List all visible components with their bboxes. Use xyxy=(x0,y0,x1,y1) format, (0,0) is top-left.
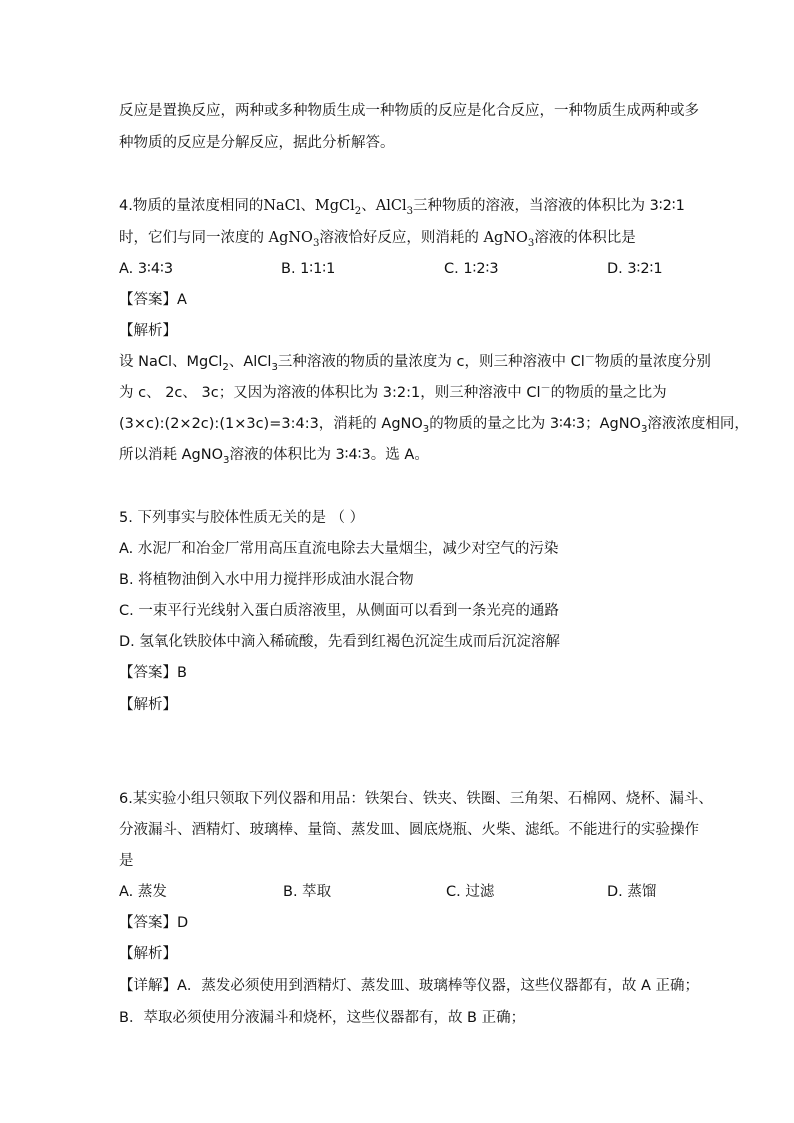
q6-answer: 【答案】D xyxy=(119,915,189,931)
q5-option-d: D. 氢氧化铁胶体中滴入稀硫酸，先看到红褐色沉淀生成而后沉淀溶解 xyxy=(119,634,560,650)
q5-analysis-label: 【解析】 xyxy=(119,697,177,713)
q5-answer: 【答案】B xyxy=(119,665,187,681)
q4-subscript: 2 xyxy=(222,361,229,373)
q4-exp-text: 的物质的量之比为 xyxy=(550,385,667,401)
q4-subscript: 3 xyxy=(271,361,278,373)
q4-subscript: 3 xyxy=(422,423,430,435)
q5-option-b: B. 将植物油倒入水中用力搅拌形成油水混合物 xyxy=(119,572,414,588)
q4-subscript: 3 xyxy=(312,237,320,249)
q5-stem: 5. 下列事实与胶体性质无关的是 （ ） xyxy=(119,510,365,526)
q4-stem-text: 时，它们与同一浓度的 xyxy=(119,230,269,246)
q4-formula-alcl: 、AlCl xyxy=(361,198,407,214)
q4-exp-text: 溶液浓度相同， xyxy=(647,416,749,432)
q6-option-d: D. 蒸馏 xyxy=(607,884,657,900)
q4-answer: 【答案】A xyxy=(119,292,187,308)
q4-option-c: C. 1∶2∶3 xyxy=(444,261,499,277)
q4-stem-text: 溶液的体积比是 xyxy=(534,230,636,246)
q6-stem-line-2: 分液漏斗、酒精灯、玻璃棒、量筒、蒸发皿、圆底烧瓶、火柴、滤纸。不能进行的实验操作 xyxy=(119,822,699,838)
q4-exp-text: 为 c、 2c、 3c；又因为溶液的体积比为 3:2:1，则三种溶液中 Cl xyxy=(119,385,541,401)
q4-formula-agno3: AgNO xyxy=(268,230,313,246)
q4-explanation-line-4 xyxy=(119,445,429,465)
q4-exp-text: 所以消耗 AgNO xyxy=(119,447,223,463)
q4-analysis-label: 【解析】 xyxy=(119,323,177,339)
q4-exp-text: 的物质的量之比为 3∶4∶3；AgNO xyxy=(429,416,641,432)
q5-option-c: C. 一束平行光线射入蛋白质溶液里，从侧面可以看到一条光亮的通路 xyxy=(119,603,559,619)
q4-explanation-line-1 xyxy=(119,352,711,372)
q4-option-d: D. 3∶2∶1 xyxy=(607,261,663,277)
q4-stem-text: 溶液恰好反应，则消耗的 xyxy=(319,230,484,246)
q4-subscript: 3 xyxy=(406,205,414,217)
q6-stem-line-1: 6.某实验小组只领取下列仪器和用品：铁架台、铁夹、铁圈、三角架、石棉网、烧杯、漏斗、 xyxy=(119,791,713,807)
q4-subscript: 3 xyxy=(527,237,535,249)
q4-subscript: 3 xyxy=(640,423,648,435)
q4-exp-text: 、AlCl xyxy=(228,354,272,370)
q6-option-b: B. 萃取 xyxy=(283,884,332,900)
q6-explanation-line-1: 【详解】A．蒸发必须使用到酒精灯、蒸发皿、玻璃棒等仪器，这些仪器都有，故 A 正确； xyxy=(119,978,700,994)
q4-explanation-line-2 xyxy=(119,383,667,403)
q4-explanation-line-3 xyxy=(119,414,749,434)
q6-stem-line-3: 是 xyxy=(119,853,134,869)
q4-stem-line-2 xyxy=(119,228,636,248)
q4-exp-text: 溶液的体积比为 3∶4∶3。选 A。 xyxy=(229,447,429,463)
q4-stem-text: 三种物质的溶液，当溶液的体积比为 3∶2∶1 xyxy=(413,198,685,214)
q4-stem-text: 4.物质的量浓度相同的 xyxy=(119,198,264,214)
q4-exp-text: (3×c):(2×2c):(1×3c)=3:4:3，消耗的 AgNO xyxy=(119,416,423,432)
q6-explanation-line-2: B．萃取必须使用分液漏斗和烧杯，这些仪器都有，故 B 正确； xyxy=(119,1010,526,1026)
q4-exp-text: 三种溶液的物质的量浓度为 c，则三种溶液中 Cl xyxy=(277,354,585,370)
q6-option-c: C. 过滤 xyxy=(446,884,495,900)
intro-line-1: 反应是置换反应，两种或多种物质生成一种物质的反应是化合反应，一种物质生成两种或多 xyxy=(119,103,699,119)
intro-line-2: 种物质的反应是分解反应，据此分析解答。 xyxy=(119,135,395,151)
q6-option-a: A. 蒸发 xyxy=(119,884,167,900)
q4-subscript: 2 xyxy=(354,205,362,217)
q4-superscript: － xyxy=(540,383,551,395)
q4-exp-text: 物质的量浓度分别 xyxy=(594,354,711,370)
q4-stem-line-1 xyxy=(119,196,685,216)
q4-option-b: B. 1∶1∶1 xyxy=(281,261,336,277)
q4-option-a: A. 3∶4∶3 xyxy=(119,261,174,277)
q4-formula-nacl-mgcl: NaCl、MgCl xyxy=(263,198,355,214)
q4-exp-text: 设 NaCl、MgCl xyxy=(119,354,223,370)
q4-superscript: － xyxy=(584,352,595,364)
q4-formula-agno3: AgNO xyxy=(483,230,528,246)
q4-subscript: 3 xyxy=(223,454,230,466)
q5-option-a: A. 水泥厂和冶金厂常用高压直流电除去大量烟尘，减少对空气的污染 xyxy=(119,541,559,557)
q6-analysis-label: 【解析】 xyxy=(119,946,177,962)
